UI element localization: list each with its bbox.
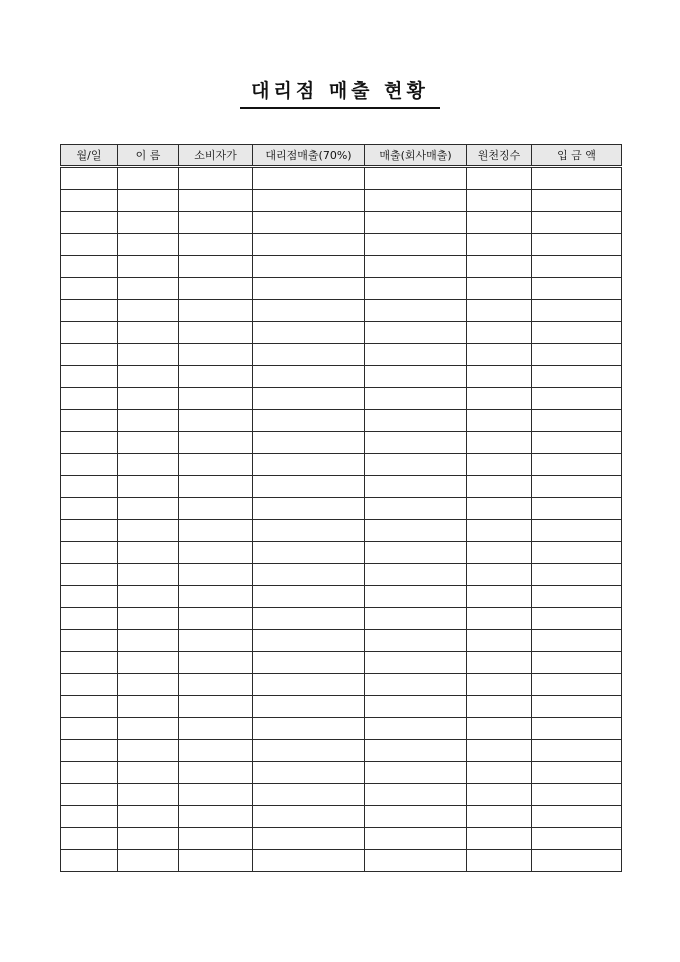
table-cell — [467, 234, 532, 256]
table-cell — [61, 542, 118, 564]
table-cell — [179, 234, 253, 256]
table-cell — [532, 718, 622, 740]
table-cell — [253, 850, 365, 872]
table-row — [61, 454, 622, 476]
table-cell — [253, 366, 365, 388]
table-cell — [365, 608, 467, 630]
table-cell — [118, 190, 179, 212]
table-cell — [179, 256, 253, 278]
table-cell — [365, 564, 467, 586]
table-cell — [365, 542, 467, 564]
table-cell — [61, 454, 118, 476]
table-cell — [467, 784, 532, 806]
table-cell — [118, 234, 179, 256]
table-row — [61, 718, 622, 740]
table-row — [61, 212, 622, 234]
table-cell — [467, 652, 532, 674]
table-row — [61, 366, 622, 388]
table-cell — [179, 652, 253, 674]
table-cell — [253, 674, 365, 696]
table-cell — [253, 234, 365, 256]
table-row — [61, 740, 622, 762]
table-cell — [118, 850, 179, 872]
table-cell — [179, 498, 253, 520]
table-cell — [253, 696, 365, 718]
table-cell — [253, 498, 365, 520]
table-cell — [118, 476, 179, 498]
table-cell — [532, 762, 622, 784]
table-cell — [61, 850, 118, 872]
table-cell — [118, 828, 179, 850]
table-cell — [253, 542, 365, 564]
table-cell — [253, 718, 365, 740]
table-cell — [179, 630, 253, 652]
table-cell — [118, 344, 179, 366]
table-cell — [532, 300, 622, 322]
table-cell — [179, 542, 253, 564]
table-cell — [467, 762, 532, 784]
table-cell — [61, 652, 118, 674]
header-deposit-amount: 입 금 액 — [532, 145, 622, 167]
table-row — [61, 410, 622, 432]
table-cell — [467, 542, 532, 564]
table-cell — [467, 300, 532, 322]
table-row — [61, 322, 622, 344]
table-cell — [61, 344, 118, 366]
table-cell — [179, 608, 253, 630]
table-cell — [61, 410, 118, 432]
table-cell — [61, 762, 118, 784]
table-cell — [179, 740, 253, 762]
table-cell — [61, 498, 118, 520]
table-cell — [467, 212, 532, 234]
table-cell — [118, 762, 179, 784]
table-cell — [467, 344, 532, 366]
table-cell — [179, 674, 253, 696]
table-cell — [532, 234, 622, 256]
table-cell — [532, 366, 622, 388]
table-cell — [365, 652, 467, 674]
table-cell — [532, 388, 622, 410]
table-cell — [467, 740, 532, 762]
table-cell — [532, 322, 622, 344]
table-cell — [118, 740, 179, 762]
table-cell — [365, 212, 467, 234]
table-cell — [61, 586, 118, 608]
table-cell — [365, 278, 467, 300]
table-cell — [253, 828, 365, 850]
header-company-sales: 매출(회사매출) — [365, 145, 467, 167]
header-withholding-tax: 원천징수 — [467, 145, 532, 167]
table-cell — [532, 806, 622, 828]
table-cell — [118, 806, 179, 828]
table-cell — [253, 278, 365, 300]
table-cell — [118, 432, 179, 454]
table-cell — [61, 278, 118, 300]
table-cell — [253, 388, 365, 410]
table-row — [61, 696, 622, 718]
table-cell — [179, 167, 253, 190]
table-row — [61, 850, 622, 872]
table-cell — [179, 432, 253, 454]
table-cell — [532, 740, 622, 762]
table-cell — [179, 828, 253, 850]
table-cell — [179, 564, 253, 586]
table-cell — [253, 432, 365, 454]
table-cell — [467, 476, 532, 498]
table-cell — [365, 234, 467, 256]
table-cell — [365, 300, 467, 322]
table-cell — [253, 322, 365, 344]
table-cell — [61, 520, 118, 542]
table-cell — [118, 167, 179, 190]
table-cell — [253, 190, 365, 212]
table-header-row — [61, 145, 622, 167]
table-cell — [61, 740, 118, 762]
table-cell — [532, 476, 622, 498]
table-row — [61, 586, 622, 608]
table-cell — [532, 586, 622, 608]
table-row — [61, 190, 622, 212]
table-cell — [532, 454, 622, 476]
table-row — [61, 256, 622, 278]
table-cell — [365, 740, 467, 762]
table-cell — [61, 234, 118, 256]
table-cell — [365, 520, 467, 542]
table-cell — [61, 190, 118, 212]
table-cell — [532, 432, 622, 454]
table-cell — [179, 696, 253, 718]
table-cell — [118, 542, 179, 564]
table-cell — [118, 718, 179, 740]
table-row — [61, 167, 622, 190]
table-cell — [61, 564, 118, 586]
table-row — [61, 674, 622, 696]
table-cell — [467, 520, 532, 542]
table-cell — [467, 586, 532, 608]
table-cell — [467, 850, 532, 872]
table-cell — [467, 696, 532, 718]
table-cell — [365, 586, 467, 608]
table-cell — [365, 718, 467, 740]
table-cell — [118, 454, 179, 476]
table-cell — [365, 630, 467, 652]
table-cell — [532, 652, 622, 674]
table-cell — [365, 696, 467, 718]
table-cell — [365, 322, 467, 344]
table-cell — [365, 674, 467, 696]
table-row — [61, 828, 622, 850]
table-cell — [365, 366, 467, 388]
table-cell — [467, 806, 532, 828]
table-row — [61, 608, 622, 630]
table-cell — [467, 454, 532, 476]
table-cell — [61, 696, 118, 718]
table-cell — [467, 718, 532, 740]
table-cell — [61, 256, 118, 278]
table-cell — [61, 674, 118, 696]
table-cell — [118, 520, 179, 542]
table-cell — [253, 167, 365, 190]
table-cell — [253, 300, 365, 322]
table-cell — [532, 190, 622, 212]
table-cell — [61, 806, 118, 828]
table-cell — [179, 586, 253, 608]
table-cell — [365, 388, 467, 410]
table-cell — [532, 784, 622, 806]
table-row — [61, 432, 622, 454]
header-name: 이 름 — [118, 145, 179, 167]
table-cell — [532, 608, 622, 630]
table-cell — [61, 828, 118, 850]
table-body — [61, 167, 622, 872]
table-cell — [61, 608, 118, 630]
table-cell — [118, 410, 179, 432]
table-cell — [118, 388, 179, 410]
table-cell — [118, 498, 179, 520]
table-cell — [467, 498, 532, 520]
table-row — [61, 762, 622, 784]
table-cell — [467, 278, 532, 300]
table-cell — [467, 322, 532, 344]
table-cell — [179, 322, 253, 344]
table-cell — [365, 806, 467, 828]
table-cell — [253, 410, 365, 432]
table-cell — [467, 388, 532, 410]
table-cell — [467, 432, 532, 454]
header-retail-price: 소비자가 — [179, 145, 253, 167]
table-row — [61, 234, 622, 256]
table-cell — [61, 432, 118, 454]
table-cell — [365, 454, 467, 476]
table-cell — [118, 696, 179, 718]
table-cell — [532, 674, 622, 696]
header-date: 월/일 — [61, 145, 118, 167]
table-cell — [118, 784, 179, 806]
table-cell — [118, 300, 179, 322]
table-cell — [61, 388, 118, 410]
table-row — [61, 564, 622, 586]
table-cell — [365, 256, 467, 278]
table-cell — [118, 630, 179, 652]
table-row — [61, 630, 622, 652]
table-cell — [61, 630, 118, 652]
table-cell — [532, 278, 622, 300]
table-cell — [532, 850, 622, 872]
table-row — [61, 476, 622, 498]
table-cell — [118, 674, 179, 696]
table-cell — [253, 806, 365, 828]
table-cell — [253, 630, 365, 652]
table-cell — [253, 652, 365, 674]
table-cell — [467, 366, 532, 388]
table-cell — [61, 476, 118, 498]
table-cell — [532, 212, 622, 234]
table-cell — [253, 586, 365, 608]
table-cell — [118, 278, 179, 300]
table-cell — [179, 212, 253, 234]
table-cell — [365, 850, 467, 872]
table-cell — [61, 366, 118, 388]
table-cell — [179, 366, 253, 388]
table-cell — [253, 476, 365, 498]
table-cell — [365, 784, 467, 806]
table-cell — [179, 190, 253, 212]
table-cell — [61, 167, 118, 190]
table-cell — [532, 167, 622, 190]
table-cell — [253, 784, 365, 806]
table-cell — [365, 762, 467, 784]
table-cell — [365, 432, 467, 454]
table-cell — [253, 212, 365, 234]
table-cell — [179, 850, 253, 872]
table-cell — [467, 674, 532, 696]
table-cell — [532, 520, 622, 542]
table-cell — [365, 410, 467, 432]
table-cell — [532, 498, 622, 520]
table-cell — [179, 278, 253, 300]
table-row — [61, 278, 622, 300]
table-cell — [118, 564, 179, 586]
table-cell — [365, 167, 467, 190]
table-row — [61, 652, 622, 674]
table-cell — [179, 300, 253, 322]
table-cell — [61, 718, 118, 740]
table-cell — [532, 410, 622, 432]
table-cell — [532, 344, 622, 366]
table-row — [61, 344, 622, 366]
table-cell — [61, 784, 118, 806]
table-cell — [532, 542, 622, 564]
table-cell — [179, 806, 253, 828]
table-row — [61, 784, 622, 806]
table-cell — [179, 762, 253, 784]
header-agency-sales: 대리점매출(70%) — [253, 145, 365, 167]
table-cell — [253, 344, 365, 366]
table-cell — [253, 256, 365, 278]
table-row — [61, 388, 622, 410]
table-cell — [467, 630, 532, 652]
table-cell — [467, 828, 532, 850]
title-underline — [240, 107, 440, 109]
table-row — [61, 520, 622, 542]
table-cell — [467, 167, 532, 190]
table-cell — [532, 630, 622, 652]
table-cell — [118, 322, 179, 344]
table-cell — [118, 608, 179, 630]
table-cell — [532, 256, 622, 278]
table-cell — [365, 344, 467, 366]
table-cell — [118, 366, 179, 388]
table-cell — [179, 344, 253, 366]
table-row — [61, 498, 622, 520]
table-cell — [179, 784, 253, 806]
table-cell — [253, 740, 365, 762]
table-cell — [467, 256, 532, 278]
table-cell — [532, 564, 622, 586]
table-cell — [118, 256, 179, 278]
table-cell — [179, 520, 253, 542]
table-cell — [253, 762, 365, 784]
table-cell — [61, 322, 118, 344]
table-cell — [61, 300, 118, 322]
table-cell — [365, 498, 467, 520]
table-cell — [467, 564, 532, 586]
table-cell — [253, 564, 365, 586]
table-cell — [118, 212, 179, 234]
table-cell — [365, 476, 467, 498]
page-title: 대리점 매출 현황 — [251, 80, 429, 102]
table-cell — [532, 696, 622, 718]
table-cell — [179, 388, 253, 410]
table-cell — [467, 410, 532, 432]
table-cell — [179, 454, 253, 476]
table-row — [61, 542, 622, 564]
table-cell — [61, 212, 118, 234]
table-row — [61, 806, 622, 828]
sales-ledger-table — [60, 144, 622, 872]
table-cell — [365, 190, 467, 212]
table-cell — [253, 454, 365, 476]
table-cell — [179, 476, 253, 498]
table-cell — [179, 718, 253, 740]
table-cell — [532, 828, 622, 850]
table-cell — [253, 608, 365, 630]
table-cell — [118, 652, 179, 674]
table-row — [61, 300, 622, 322]
table-cell — [365, 828, 467, 850]
table-cell — [118, 586, 179, 608]
table-cell — [179, 410, 253, 432]
table-cell — [467, 190, 532, 212]
table-cell — [467, 608, 532, 630]
table-cell — [253, 520, 365, 542]
